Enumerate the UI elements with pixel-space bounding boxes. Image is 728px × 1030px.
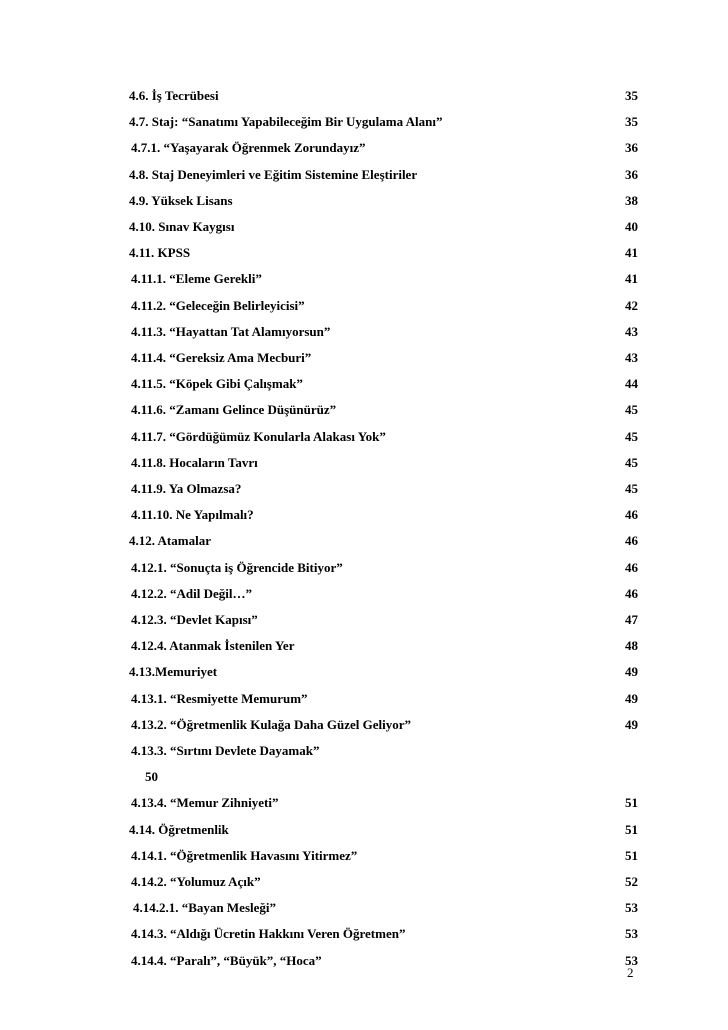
toc-entry-title: 4.10. Sınav Kaygısı: [129, 219, 235, 234]
toc-entry-page: 38: [625, 193, 638, 208]
toc-entry: [0, 505, 728, 525]
toc-entry-title: 4.11.1. “Eleme Gerekli”: [131, 271, 262, 286]
toc-entry: [0, 112, 728, 132]
toc-entry-page: 49: [625, 664, 638, 679]
toc-entry: [0, 924, 728, 944]
toc-entry-title: 4.14.2.1. “Bayan Mesleği”: [133, 900, 276, 915]
toc-entry-page: 49: [625, 717, 638, 732]
toc-entry-title: 4.9. Yüksek Lisans: [129, 193, 233, 208]
toc-entry-page: 35: [625, 88, 638, 103]
toc-entry: [0, 479, 728, 499]
toc-entry-page: 51: [625, 795, 638, 810]
toc-entry-page: 49: [625, 691, 638, 706]
toc-entry-page: 47: [625, 612, 638, 627]
toc-entry-page: 53: [625, 900, 638, 915]
toc-entry-page: 52: [625, 874, 638, 889]
toc-entry-page: 46: [625, 533, 638, 548]
toc-entry-page: 53: [625, 926, 638, 941]
toc-entry: [0, 296, 728, 316]
toc-entry-title: 4.6. İş Tecrübesi: [129, 88, 219, 103]
toc-entry: [0, 400, 728, 420]
toc-entry-title: 4.12.1. “Sonuçta iş Öğrencide Bitiyor”: [131, 560, 343, 575]
toc-entry-page: 42: [625, 298, 638, 313]
toc-entry: [0, 793, 728, 813]
toc-entry-page: 45: [625, 402, 638, 417]
toc-entry: [0, 531, 728, 551]
toc-entry-title: 4.12.4. Atanmak İstenilen Yer: [131, 638, 295, 653]
toc-entry-page: 41: [625, 271, 638, 286]
toc-entry-page: 45: [625, 429, 638, 444]
toc-entry-page: 51: [625, 848, 638, 863]
toc-entry: [0, 872, 728, 892]
toc-entry: [0, 191, 728, 211]
toc-entry-page: 53: [625, 953, 638, 968]
toc-entry: [0, 86, 728, 106]
toc-entry: [0, 427, 728, 447]
toc-entry-title: 4.7.1. “Yaşayarak Öğrenmek Zorundayız”: [131, 140, 366, 155]
toc-entry: [0, 217, 728, 237]
toc-entry-title: 4.11.6. “Zamanı Gelince Düşünürüz”: [131, 402, 337, 417]
toc-entry-title: 4.14. Öğretmenlik: [129, 822, 229, 837]
toc-entry: [0, 165, 728, 185]
toc-entry-title: 4.12.3. “Devlet Kapısı”: [131, 612, 258, 627]
toc-entry-title: 4.12.2. “Adil Değil…”: [131, 586, 252, 601]
toc-entry: [0, 689, 728, 709]
toc-entry-page: 44: [625, 376, 638, 391]
toc-entry-title: 4.11.7. “Gördüğümüz Konularla Alakası Yok”: [131, 429, 386, 444]
toc-entry-page: 43: [625, 324, 638, 339]
toc-entry-page: 45: [625, 455, 638, 470]
toc-entry-title: 4.13.1. “Resmiyette Memurum”: [131, 691, 308, 706]
toc-entry-title: 4.13.3. “Sırtını Devlete Dayamak”: [131, 743, 320, 758]
toc-entry: [0, 951, 728, 971]
toc-entry-title: 4.14.4. “Paralı”, “Büyük”, “Hoca”: [131, 953, 322, 968]
toc-entry: [0, 453, 728, 473]
toc-entry: [0, 558, 728, 578]
toc-entry-title: 4.11.2. “Geleceğin Belirleyicisi”: [131, 298, 305, 313]
toc-entry-page: 46: [625, 586, 638, 601]
toc-entry-page: 46: [625, 507, 638, 522]
toc-entry-page: 36: [625, 140, 638, 155]
toc-entry-page: 40: [625, 219, 638, 234]
toc-entry-title: 4.11. KPSS: [129, 245, 191, 260]
toc-entry-title: 4.13.2. “Öğretmenlik Kulağa Daha Güzel Geliyor”: [131, 717, 411, 732]
toc-entry-title: 4.14.1. “Öğretmenlik Havasını Yitirmez”: [131, 848, 358, 863]
toc-entry-title: 4.13.Memuriyet: [129, 664, 218, 679]
toc-entry-title: 4.11.10. Ne Yapılmalı?: [131, 507, 254, 522]
toc-entry: [0, 269, 728, 289]
toc-entry-title: 4.11.8. Hocaların Tavrı: [131, 455, 258, 470]
toc-entry: [0, 846, 728, 866]
toc-entry: [0, 348, 728, 368]
toc-entry-title: 4.11.3. “Hayattan Tat Alamıyorsun”: [131, 324, 331, 339]
toc-entry-page: 48: [625, 638, 638, 653]
toc-entry: [0, 138, 728, 158]
toc-entry: [0, 610, 728, 630]
toc-entry-title: 4.7. Staj: “Sanatımı Yapabileceğim Bir Uygulama Alanı”: [129, 114, 443, 129]
toc-entry-title: 4.11.5. “Köpek Gibi Çalışmak”: [131, 376, 303, 391]
toc-entry-page: 50: [145, 769, 158, 784]
toc-entry-title: 4.11.4. “Gereksiz Ama Mecburi”: [131, 350, 312, 365]
toc-entry: [0, 374, 728, 394]
toc-entry-page: 51: [625, 822, 638, 837]
page-number: 2: [627, 965, 634, 980]
toc-entry: [0, 636, 728, 656]
toc-entry-page: 46: [625, 560, 638, 575]
toc-entry-title: 4.8. Staj Deneyimleri ve Eğitim Sistemine Eleştiriler: [129, 167, 418, 182]
toc-entry-page: 45: [625, 481, 638, 496]
toc-entry-title: 4.12. Atamalar: [129, 533, 211, 548]
toc-entry-title: 4.14.3. “Aldığı Ücretin Hakkını Veren Öğretmen”: [131, 926, 406, 941]
toc-entry: [0, 820, 728, 840]
toc-entry: [0, 243, 728, 263]
toc-entry: [0, 715, 728, 735]
toc-entry-title: 4.11.9. Ya Olmazsa?: [131, 481, 242, 496]
toc-entry: [0, 741, 728, 761]
toc-entry: [0, 584, 728, 604]
toc-entry-page: 43: [625, 350, 638, 365]
toc-entry-page: 36: [625, 167, 638, 182]
toc-entry: [0, 322, 728, 342]
toc-entry-title: 4.13.4. “Memur Zihniyeti”: [131, 795, 279, 810]
toc-entry: [0, 662, 728, 682]
toc-entry: [0, 898, 728, 918]
toc-entry-page: 35: [625, 114, 638, 129]
toc-entry-title: 4.14.2. “Yolumuz Açık”: [131, 874, 261, 889]
toc-entry-page: 41: [625, 245, 638, 260]
